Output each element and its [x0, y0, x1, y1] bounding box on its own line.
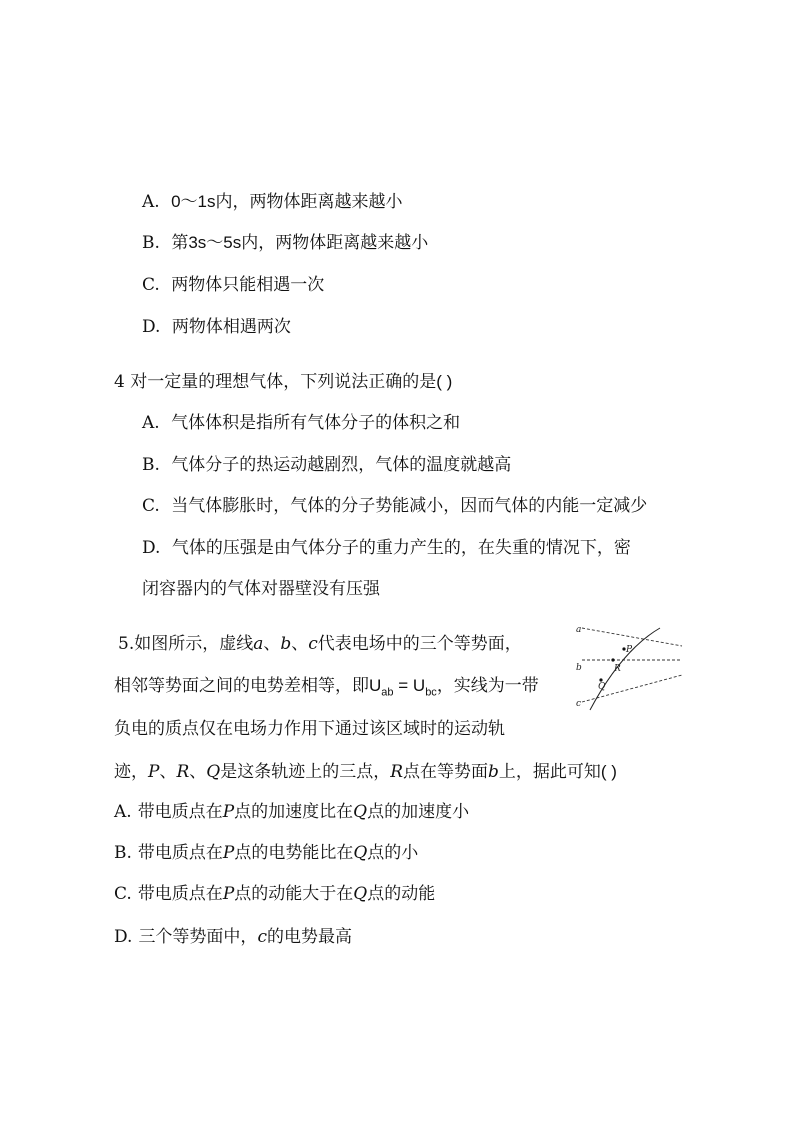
q5-stem-line-1 [118, 633, 522, 655]
answer-blank: ( ) [600, 762, 617, 781]
separator: 、 [189, 762, 207, 782]
label-q: Q [598, 682, 606, 692]
q5-option-a [114, 801, 469, 823]
option-label: D. [114, 927, 133, 947]
voltage-symbol: U [412, 676, 426, 695]
point-q: Q [206, 762, 221, 782]
q4-option-c [142, 495, 647, 517]
q4-option-d-continued [142, 578, 380, 600]
point-r-dot [611, 658, 614, 661]
q3-option-b [142, 232, 428, 254]
q3-option-c [142, 274, 324, 296]
option-label: A. [142, 413, 160, 433]
q5-option-b [114, 842, 418, 864]
option-label: D. [142, 317, 161, 337]
option-text: 气体的压强是由气体分子的重力产生的，在失重的情况下，密 [171, 538, 631, 558]
option-label: A. [142, 192, 160, 212]
q4-option-a [142, 412, 460, 434]
option-text: 两物体只能相遇一次 [171, 275, 325, 295]
separator: 、 [263, 634, 281, 654]
option-text: 点的小 [367, 843, 419, 863]
option-text: 点的加速度小 [367, 802, 470, 822]
option-text: 带电质点在 [137, 843, 223, 863]
label-b: b [576, 663, 582, 673]
equals: = [393, 676, 413, 695]
option-label: C. [114, 884, 132, 904]
equipotential-figure [572, 620, 684, 712]
option-text: 带电质点在 [137, 802, 223, 822]
option-label: C. [142, 496, 160, 516]
q5-stem-line-3 [114, 718, 505, 740]
subscript: ab [381, 686, 394, 699]
point-q: Q [353, 884, 368, 904]
option-text: 带电质点在 [137, 884, 223, 904]
stem-text: 是这条轨迹上的三点， [220, 762, 391, 782]
option-label: B. [114, 843, 132, 863]
point-p: P [222, 843, 235, 863]
point-p: P [222, 884, 235, 904]
q3-option-a [142, 191, 403, 213]
point-q: Q [353, 843, 368, 863]
point-p: P [222, 802, 235, 822]
option-text: 气体体积是指所有气体分子的体积之和 [171, 413, 461, 433]
point-q: Q [353, 802, 368, 822]
var-b: b [488, 762, 499, 782]
label-c: c [576, 699, 582, 709]
formula [369, 676, 437, 699]
stem-text: ，实线为一带 [436, 676, 539, 696]
option-text: 点的加速度比在 [234, 802, 354, 822]
var-c: c [257, 927, 267, 947]
option-label: A. [114, 802, 132, 822]
q5-stem-line-2 [114, 675, 539, 703]
q5-option-c [114, 883, 435, 905]
subscript: bc [425, 686, 437, 699]
separator: 、 [159, 762, 177, 782]
stem-text: 点在等势面 [403, 762, 489, 782]
option-label: C. [142, 275, 160, 295]
option-text: 两物体相遇两次 [171, 317, 291, 337]
q5-stem-line-4 [114, 761, 617, 783]
stem-text: 上，据此可知 [498, 762, 601, 782]
separator: 、 [291, 634, 309, 654]
point-r: R [390, 762, 404, 782]
option-text-prefix: 第 [171, 233, 189, 253]
stem-text: 相邻等势面之间的电势差相等，即 [114, 676, 369, 696]
option-text: 的电势最高 [266, 927, 352, 947]
equipotential-a [582, 628, 682, 646]
answer-blank: ( ) [436, 372, 453, 391]
option-text: 点的电势能比在 [234, 843, 354, 863]
option-label: B. [142, 455, 160, 475]
var-a: a [253, 634, 264, 654]
label-a: a [576, 625, 582, 635]
stem-text: 代表电场中的三个等势面， [317, 634, 522, 654]
option-text: 内，两物体距离越来越小 [241, 233, 429, 253]
option-text: 闭容器内的气体对器壁没有压强 [142, 579, 380, 599]
trajectory-curve [590, 628, 660, 710]
time-range: 3s～5s [188, 233, 242, 252]
stem-text: 5.如图所示，虚线 [118, 634, 254, 654]
q4-option-d [142, 537, 631, 559]
var-b: b [280, 634, 292, 654]
point-r: R [176, 762, 190, 782]
option-text: 内，两物体距离越来越小 [215, 192, 403, 212]
q3-option-d [142, 316, 291, 338]
option-text: 点的动能大于在 [234, 884, 354, 904]
voltage-symbol: U [369, 676, 382, 695]
option-text: 气体分子的热运动越剧烈，气体的温度就越高 [171, 455, 512, 475]
option-label: D. [142, 538, 161, 558]
point-p: P [148, 762, 160, 782]
label-p: P [626, 645, 633, 655]
label-r: R [614, 664, 621, 674]
q5-option-d [114, 926, 352, 948]
q4-option-b [142, 454, 511, 476]
q4-stem [114, 371, 452, 393]
option-label: B. [142, 233, 160, 253]
var-c: c [308, 634, 318, 654]
time-range: 0～1s [171, 192, 216, 211]
option-text: 当气体膨胀时，气体的分子势能减小，因而气体的内能一定减少 [171, 496, 648, 516]
option-text: 三个等势面中， [138, 927, 258, 947]
option-text: 点的动能 [367, 884, 436, 904]
stem-text: 负电的质点仅在电场力作用下通过该区域时的运动轨 [114, 719, 505, 739]
stem-text: 迹， [114, 762, 148, 782]
question-text: 4 对一定量的理想气体，下列说法正确的是 [114, 372, 437, 392]
